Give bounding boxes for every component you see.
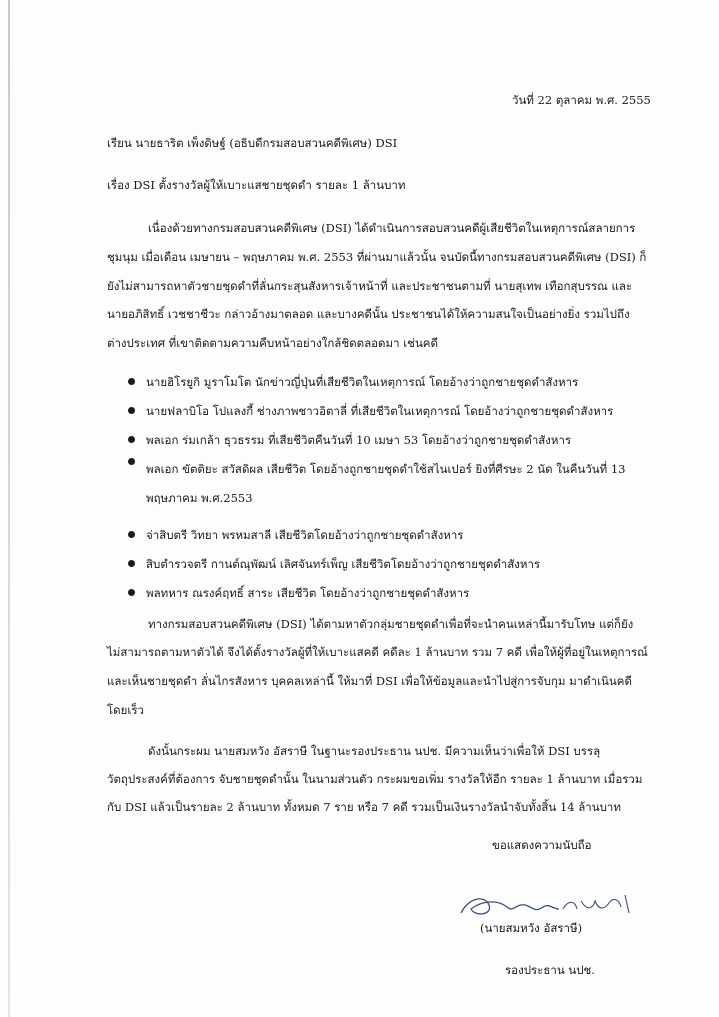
signer-title: รองประธาน นปช. — [505, 963, 595, 977]
paragraph3-line: วัตถุประสงค์ที่ต้องการ จับชายชุดดำนั้น ในนามส่วนตัว กระผมขอเพิ่ม รางวัลให้อีก รายละ 1 ล้านบาท เมื่อรวม — [107, 772, 643, 786]
paragraph3-line: กับ DSI แล้วเป็นรายละ 2 ล้านบาท ทั้งหมด 7 ราย หรือ 7 คดี รวมเป็นเงินรางวัลนำจับทั้งสิ้น 14 ล้านบาท — [107, 800, 621, 814]
paragraph2-line: โดยเร็ว — [107, 703, 144, 717]
case-text: พลเอก ขัตติยะ สวัสดิผล เสียชีวิต โดยอ้างถูกชายชุดดำใช้สไนเปอร์ ยิงที่ศีรษะ 2 นัด ในคืนวันที่ 13 พฤษภาคม พ.ศ.2553 — [146, 462, 626, 505]
paragraph1-line: เนื่องด้วยทางกรมสอบสวนคดีพิเศษ (DSI) ได้ดำเนินการสอบสวนคดีผู้เสียชีวิตในเหตุการณ์สลายการ — [148, 221, 636, 235]
paragraph3-line: ดังนั้นกระผม นายสมหวัง อัสราษี ในฐานะรองประธาน นปช. มีความเห็นว่าเพื่อให้ DSI บรรลุ — [148, 744, 601, 758]
paragraph2-line: และเห็นชายชุดดำ ลั่นไกรสังหาร บุคคลเหล่านี้ ให้มาที่ DSI เพื่อให้ข้อมูลและนำไปสู่การจับกุม มาดำเนินคดี — [107, 674, 632, 688]
case-text: พลเอก ร่มเกล้า ธุวธรรม ที่เสียชีวิตคืนวันที่ 10 เมษา 53 โดยอ้างว่าถูกชายชุดดำสังหาร — [146, 433, 572, 447]
case-text: นายฟลาบิโอ โปแลงกี้ ช่างภาพชาวอิตาลี่ ที่เสียชีวิตในเหตุการณ์ โดยอ้างว่าถูกชายชุดดำสังหาร — [146, 404, 614, 418]
case-text: จ่าสิบตรี วิทยา พรหมสาลี เสียชีวิตโดยอ้างว่าถูกชายชุดดำสังหาร — [146, 528, 464, 542]
case-list — [128, 375, 648, 615]
bullet-icon — [128, 560, 135, 567]
case-text: พลทหาร ณรงค์ฤทธิ์ สาระ เสียชีวิต โดยอ้างว่าถูกชายชุดดำสังหาร — [146, 586, 470, 600]
paragraph1-line: ชุมนุม เมื่อเดือน เมษายน – พฤษภาคม พ.ศ. 2553 ที่ผ่านมาแล้วนั้น จนบัดนี้ทางกรมสอบสวนคดีพิเศษ (DSI) ก็ — [107, 250, 647, 264]
bullet-icon — [128, 458, 135, 465]
case-item — [128, 375, 648, 389]
letter-date: วันที่ 22 ตุลาคม พ.ศ. 2555 — [512, 93, 651, 107]
bullet-icon — [128, 378, 135, 385]
signer-name: (นายสมหวัง อัสราษี) — [480, 921, 583, 935]
paragraph1-line: ยังไม่สามารถหาตัวชายชุดดำที่ลั่นกระสุนสังหารเจ้าหน้าที่ และประชาชนตามที่ นายสุเทพ เทือกสุบรรณ และ — [107, 279, 633, 293]
case-text: นายฮิโรยูกิ มูราโมโต นักข่าวญี่ปุ่นที่เสียชีวิตในเหตุการณ์ โดยอ้างว่าถูกชายชุดดำสังหาร — [146, 375, 579, 389]
paragraph1-line: ต่างประเทศ ที่เขาติดตามความคืบหน้าอย่างใกล้ชิดตลอดมา เช่นคดี — [107, 336, 438, 350]
closing-text: ขอแสดงความนับถือ — [492, 838, 592, 852]
case-text: สิบตำรวจตรี กานต์ณุพัฒน์ เลิศจันทร์เพ็ญ เสียชีวิตโดยอ้างว่าถูกชายชุดดำสังหาร — [146, 557, 541, 571]
case-item — [128, 586, 648, 600]
bullet-icon — [128, 589, 135, 596]
bullet-icon — [128, 436, 135, 443]
bullet-icon — [128, 531, 135, 538]
paragraph2-line: ไม่สามารถตามหาตัวได้ จึงได้ตั้งรางวัลผู้ที่ให้เบาะแสคดี คดีละ 1 ล้านบาท รวม 7 คดี เพื่อให้ผู้ที่อยู่ในเหตุการณ์ — [107, 645, 648, 659]
scan-edge — [8, 0, 10, 1017]
case-item — [128, 455, 648, 513]
case-item — [128, 528, 648, 542]
case-item — [128, 433, 648, 447]
letter-subject: เรื่อง DSI ตั้งรางวัลผู้ให้เบาะแสชายชุดดำ รายละ 1 ล้านบาท — [107, 178, 406, 192]
paragraph1-line: นายอภิสิทธิ์ เวชชาชีวะ กล่าวอ้างมาตลอด และบางคดีนั้น ประชาชนได้ให้ความสนใจเป็นอย่างยิ่ง รวมไปถึง — [107, 307, 630, 321]
signature-image — [455, 887, 645, 923]
bullet-icon — [128, 407, 135, 414]
letter-recipient: เรียน นายธาริต เพ็งดิษฐ์ (อธิบดีกรมสอบสวนคดีพิเศษ) DSI — [107, 136, 398, 150]
case-item — [128, 404, 648, 418]
paragraph2-line: ทางกรมสอบสวนคดีพิเศษ (DSI) ได้ตามหาตัวกลุ่มชายชุดดำเพื่อที่จะนำคนเหล่านี้มารับโทษ แต่ก็ยัง — [148, 617, 634, 631]
case-item — [128, 557, 648, 571]
